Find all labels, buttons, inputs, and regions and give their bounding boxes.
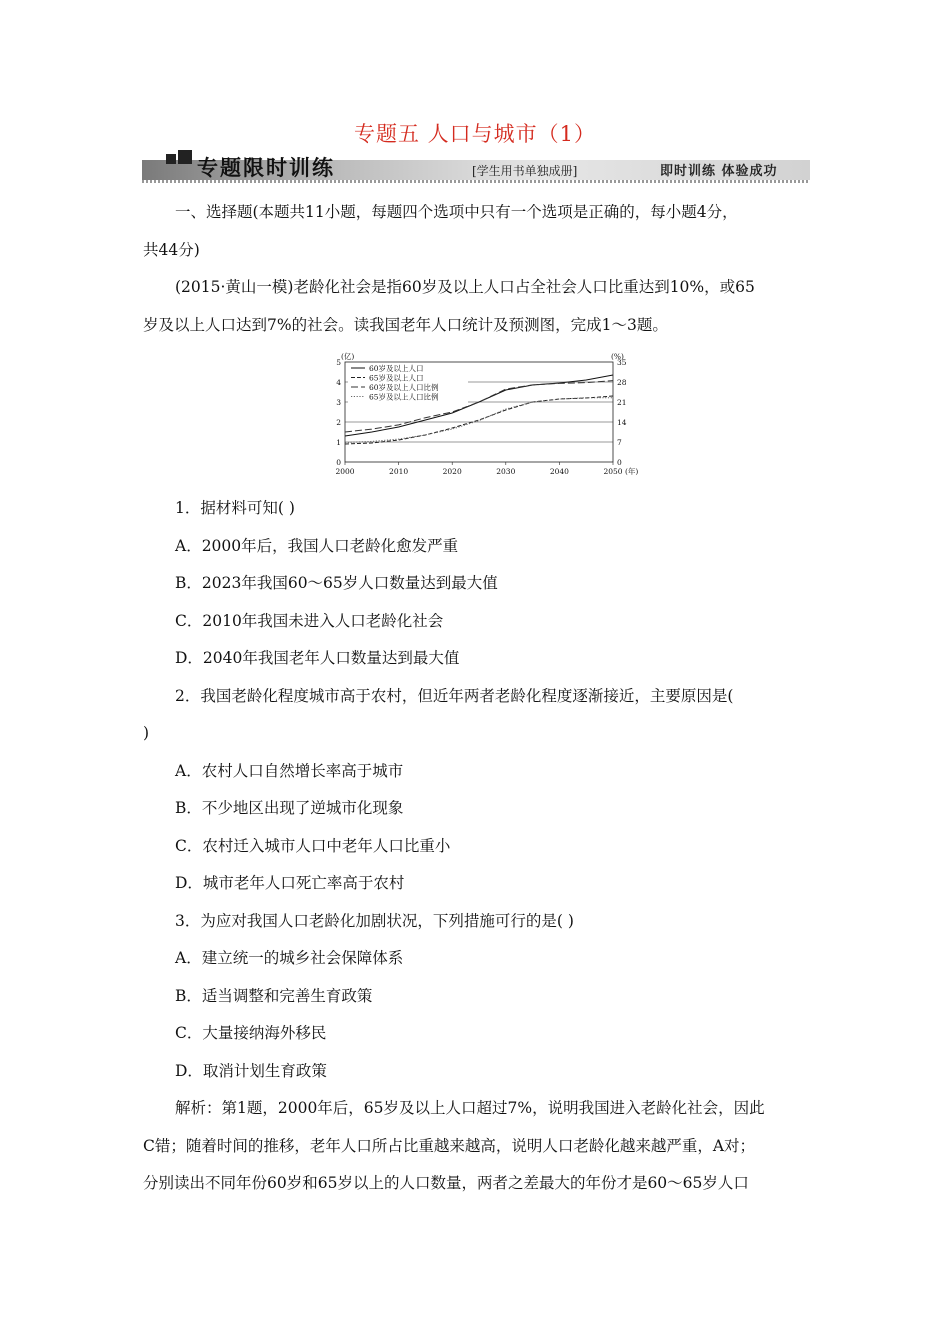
banner-tag: 即时训练 体验成功 [660,164,778,179]
banner-square-icon [166,154,176,164]
question-3-option-a: A．建立统一的城乡社会保障体系 [175,949,404,967]
x-tick-label: 2030 [496,467,516,476]
x-tick-label: 2020 [442,467,462,476]
y-left-tick-label: 2 [336,418,341,427]
paper-body [143,194,807,1203]
question-3-stem: 3．为应对我国人口老龄化加剧状况，下列措施可行的是( ) [175,911,574,930]
section-banner [142,150,810,184]
y-right-tick-label: 14 [617,418,627,427]
question-1-option-d: D．2040年我国老年人口数量达到最大值 [175,649,460,667]
analysis-text-cont: 分别读出不同年份60岁和65岁以上的人口数量，两者之差最大的年份才是60～65岁人口 [143,1174,749,1192]
y-right-tick-label: 35 [617,358,627,367]
page-title: 专题五 人口与城市（1） [353,122,597,146]
question-1-option-b: B．2023年我国60～65岁人口数量达到最大值 [175,574,498,592]
y-right-tick-label: 28 [617,378,627,387]
question-3-option-d: D．取消计划生育政策 [175,1061,327,1080]
y-right-tick-label: 0 [617,458,622,467]
question-2-option-b: B．不少地区出现了逆城市化现象 [175,799,404,817]
section-intro: 一、选择题(本题共11小题，每题四个选项中只有一个选项是正确的，每小题4分， [175,203,738,221]
x-tick-label: 2010 [389,467,409,476]
x-tick-label: 2000 [335,467,355,476]
question-2-stem-cont: ) [143,724,150,742]
question-2-stem: 2．我国老龄化程度城市高于农村，但近年两者老龄化程度逐渐接近，主要原因是( [175,686,734,705]
banner-square-icon [178,150,192,164]
y-left-tick-label: 5 [336,358,341,367]
x-unit-label: (年) [625,467,639,476]
section-intro-cont: 共44分) [143,240,200,259]
y-right-tick-label: 21 [617,398,627,407]
legend-label: 65岁及以上人口 [369,373,424,383]
y-left-tick-label: 4 [336,378,341,387]
x-tick-label: 2050 [603,467,623,476]
question-2-option-a: A．农村人口自然增长率高于城市 [175,761,404,780]
question-3-option-c: C．大量接纳海外移民 [175,1024,327,1042]
legend-label: 60岁及以上人口比例 [369,383,439,392]
question-1-option-c: C．2010年我国未进入人口老龄化社会 [175,611,444,630]
y-right-unit-label: (%) [611,352,624,361]
y-left-unit-label: (亿) [341,352,355,361]
question-3-option-b: B．适当调整和完善生育政策 [175,986,373,1005]
question-2-option-d: D．城市老年人口死亡率高于农村 [175,874,405,892]
question-1-option-a: A．2000年后，我国人口老龄化愈发严重 [175,536,459,555]
material-text: (2015·黄山一模)老龄化社会是指60岁及以上人口占全社会人口比重达到10%，或65 [175,278,755,296]
analysis-text: 解析：第1题，2000年后，65岁及以上人口超过7%，说明我国进入老龄化社会，因此 [175,1099,765,1117]
banner-sub: [学生用书单独成册] [472,164,578,178]
aging-chart-svg [323,350,653,482]
y-right-tick-label: 7 [617,438,622,447]
y-left-tick-label: 1 [336,438,341,447]
y-left-tick-label: 3 [336,398,341,407]
banner-name: 专题限时训练 [197,156,335,180]
aging-chart [323,350,653,482]
material-text-cont: 岁及以上人口达到7%的社会。读我国老年人口统计及预测图，完成1～3题。 [143,315,668,334]
question-2-option-c: C．农村迁入城市人口中老年人口比重小 [175,836,451,855]
legend-label: 65岁及以上人口比例 [369,392,439,402]
analysis-text-cont: C错；随着时间的推移，老年人口所占比重越来越高，说明人口老龄化越来越严重，A对； [143,1136,756,1155]
question-1-stem: 1．据材料可知( ) [175,499,295,517]
y-left-tick-label: 0 [336,458,341,467]
legend-label: 60岁及以上人口 [369,364,424,373]
x-tick-label: 2040 [549,467,569,476]
